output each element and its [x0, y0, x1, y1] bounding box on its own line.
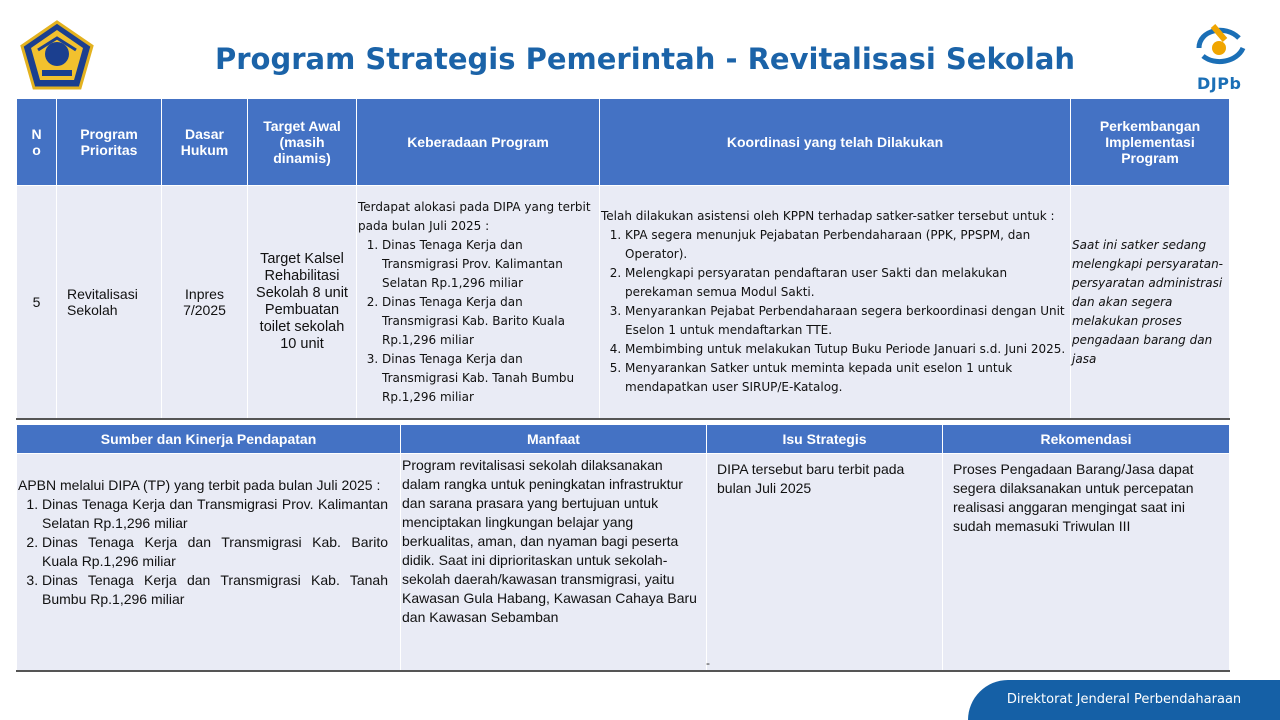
program-table: [16, 98, 1230, 420]
sumber-table: [16, 424, 1230, 672]
sumber-intro: APBN melalui DIPA (TP) yang terbit pada bulan Juli 2025 :: [18, 477, 381, 493]
list-item: 1. Dinas Tenaga Kerja dan Transmigrasi Prov. Kalimantan Selatan Rp.1,296 miliar: [382, 236, 595, 293]
header-target-awal: Target Awal (masih dinamis): [248, 99, 357, 186]
header-isu-strategis: Isu Strategis: [707, 425, 943, 454]
program-table-header-row: [17, 99, 1230, 186]
list-item: 1. KPA segera menunjuk Pejabatan Perbendaharaan (PPK, PPSPM, dan Operator).: [625, 226, 1066, 264]
table-row: [17, 454, 1230, 672]
list-item: 5. Menyarankan Satker untuk meminta kepada unit eselon 1 untuk mendapatkan user SIRUP/E-Katalog.: [625, 359, 1066, 397]
table-row: [17, 186, 1230, 420]
list-item: 3. Dinas Tenaga Kerja dan Transmigrasi Kab. Tanah Bumbu Rp.1,296 miliar: [382, 350, 595, 407]
header-sumber: Sumber dan Kinerja Pendapatan: [17, 425, 401, 454]
header-manfaat: Manfaat: [401, 425, 707, 454]
page-title: Program Strategis Pemerintah - Revitalisasi Sekolah: [214, 42, 1076, 76]
footer-banner: Direktorat Jenderal Perbendaharaan: [968, 680, 1280, 720]
koordinasi-intro: Telah dilakukan asistensi oleh KPPN terhadap satker-satker tersebut untuk :: [601, 209, 1055, 223]
header-keberadaan-program: Keberadaan Program: [357, 99, 600, 186]
list-item: 3. Dinas Tenaga Kerja dan Transmigrasi Kab. Tanah Bumbu Rp.1,296 miliar: [42, 571, 388, 609]
list-item: 1. Dinas Tenaga Kerja dan Transmigrasi Prov. Kalimantan Selatan Rp.1,296 miliar: [42, 495, 388, 533]
page-marker: -: [706, 656, 710, 670]
list-item: 2. Melengkapi persyaratan pendaftaran user Sakti dan melakukan perekaman semua Modul Sakti.: [625, 264, 1066, 302]
cell-rekomendasi: Proses Pengadaan Barang/Jasa dapat segera dilaksanakan untuk percepatan realisasi anggaran mengingat saat ini sudah memasuki Triwulan III: [943, 454, 1230, 672]
cell-keberadaan: [357, 186, 600, 420]
header-koordinasi: Koordinasi yang telah Dilakukan: [600, 99, 1071, 186]
header-rekomendasi: Rekomendasi: [943, 425, 1230, 454]
cell-target: Target Kalsel Rehabilitasi Sekolah 8 unit Pembuatan toilet sekolah 10 unit: [248, 186, 357, 420]
djpb-logo-icon: [1185, 18, 1255, 98]
cell-program: Revitalisasi Sekolah: [57, 186, 162, 420]
cell-manfaat: Program revitalisasi sekolah dilaksanakan dalam rangka untuk peningkatan infrastruktur dan sarana prasara yang bertujuan untuk menciptakan lingkungan belajar yang berkualitas, aman, dan nyaman bagi peserta didik. Saat ini diprioritaskan untuk sekolah-sekolah daerah/kawasan transmigrasi, yaitu Kawasan Gula Habang, Kawasan Cahaya Baru dan Kawasan Sebamban: [401, 454, 707, 672]
list-item: 3. Menyarankan Pejabat Perbendaharaan segera berkoordinasi dengan Unit Eselon 1 untuk mendaftarkan TTE.: [625, 302, 1066, 340]
list-item: 4. Membimbing untuk melakukan Tutup Buku Periode Januari s.d. Juni 2025.: [625, 340, 1066, 359]
cell-no: 5: [17, 186, 57, 420]
cell-isu-strategis: DIPA tersebut baru terbit pada bulan Juli 2025: [707, 454, 943, 672]
header-no: N o: [17, 99, 57, 186]
header-perkembangan: Perkembangan Implementasi Program: [1071, 99, 1230, 186]
cell-koordinasi: [600, 186, 1071, 420]
cell-dasar-hukum: Inpres 7/2025: [162, 186, 248, 420]
sumber-table-header-row: [17, 425, 1230, 454]
header-program-prioritas: Program Prioritas: [57, 99, 162, 186]
keberadaan-intro: Terdapat alokasi pada DIPA yang terbit pada bulan Juli 2025 :: [358, 199, 591, 233]
list-item: 2. Dinas Tenaga Kerja dan Transmigrasi Kab. Barito Kuala Rp.1,296 miliar: [382, 293, 595, 350]
djpb-logo-label: DJPb: [1197, 74, 1242, 93]
list-item: 2. Dinas Tenaga Kerja dan Transmigrasi Kab. Barito Kuala Rp.1,296 miliar: [42, 533, 388, 571]
cell-sumber: [17, 454, 401, 672]
header-dasar-hukum: Dasar Hukum: [162, 99, 248, 186]
cell-perkembangan: Saat ini satker sedang melengkapi persyaratan-persyaratan administrasi dan akan segera melakukan proses pengadaan barang dan jasa: [1071, 186, 1230, 420]
